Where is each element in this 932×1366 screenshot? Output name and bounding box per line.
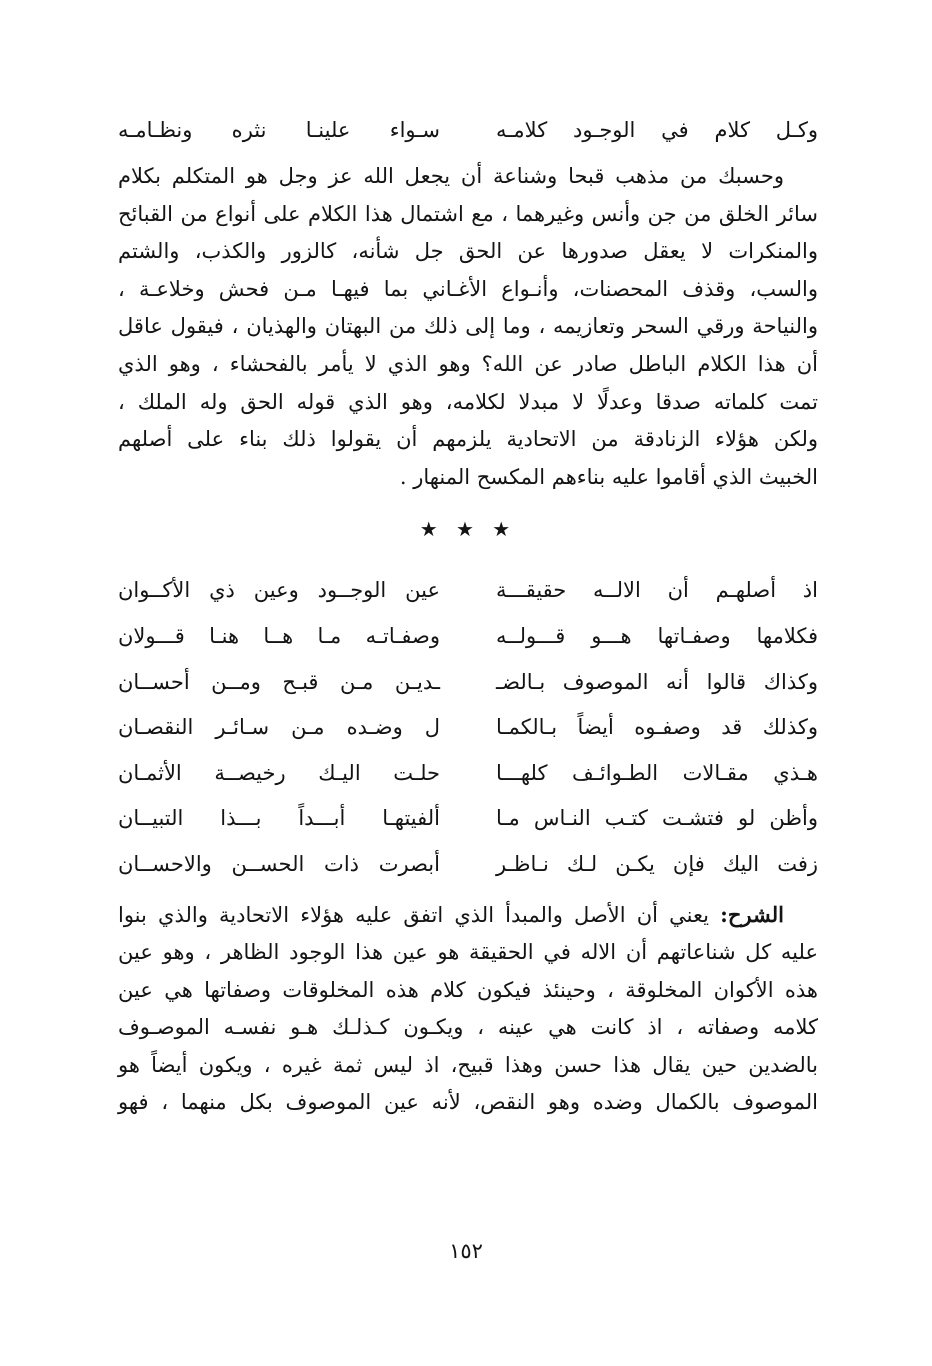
- verse-first-hemistich: وكذلك قد وصفـوه أيضاً بـالكمـا: [496, 715, 818, 740]
- verse-second-hemistich: عين الوجــود وعين ذي الأكــوان: [118, 578, 440, 603]
- verse-first-hemistich: اذ أصلهـم أن الالــه حقيقـــة: [496, 578, 818, 603]
- section-separator-stars: ★ ★ ★: [419, 517, 517, 542]
- verse-first-hemistich: وكـل كلام في الوجـود كلامـه: [496, 118, 818, 142]
- prose-line: والمنكرات لا يعقل صدورها عن الحق جل شأنه، كالزور والكذب، والشتم: [118, 239, 818, 264]
- verse-first-hemistich: وأظن لو فتشـت كتـب النـاس مـا: [496, 806, 818, 831]
- verse-second-hemistich: ل وضـده مـن سـائـر النقصـان: [118, 715, 440, 740]
- prose-line: ولكن هؤلاء الزنادقة من الاتحادية يلزمهم أن يقولوا ذلك بناء على أصلهم: [118, 427, 818, 452]
- verse-first-hemistich: وكذاك قالوا أنه الموصوف بـالضـ: [496, 669, 818, 694]
- verse-second-hemistich: ـديـن مـن قبـح ومــن أحســان: [118, 669, 440, 694]
- poem-verse: [118, 751, 818, 797]
- prose-line: وحسبك من مذهب قبحا وشناعة أن يجعل الله عز وجل هو المتكلم بكلام: [118, 164, 784, 188]
- poem-verse: [118, 660, 818, 706]
- book-page: [118, 108, 818, 1122]
- poem-verse: [118, 614, 818, 660]
- commentary-text: يعني أن الأصل والمبدأ الذي اتفق عليه هؤلاء الاتحادية والذي بنوا: [118, 902, 721, 927]
- verse-first-hemistich: فكلامها وصفـاتها هـــو قـــولــه: [496, 623, 818, 648]
- poem-verse: [118, 705, 818, 751]
- prose-line: تمت كلماته صدقا وعدلًا لا مبدلا لكلامه، وهو الذي قوله الحق وله الملك ،: [118, 389, 818, 414]
- poem-verse: [118, 842, 818, 888]
- prose-paragraph: [118, 158, 818, 496]
- prose-line: أن هذا الكلام الباطل صادر عن الله؟ وهو الذي لا يأمر بالفحشاء ، وهو الذي: [118, 351, 818, 376]
- commentary-label: الشرح:: [720, 901, 784, 927]
- commentary-first-line: [118, 896, 818, 935]
- verse-second-hemistich: سـواء علينـا نثره ونظـامـه: [118, 118, 440, 142]
- verse-second-hemistich: أبصرت ذات الحســن والاحســان: [118, 851, 440, 876]
- prose-line: والسب، وقذف المحصنات، وأنـواع الأغـاني بما فيهـا مـن فحش وخلاعـة ،: [118, 276, 818, 301]
- opening-verse: [118, 108, 818, 152]
- prose-line: الخبيث الذي أقاموا عليه بناءهم المكسح المنهار .: [399, 464, 818, 489]
- commentary-line: كلامه وصفاته ، اذ كانت هي عينه ، ويكـون كـذلـك هـو نفسـه الموصـوف: [118, 1015, 818, 1040]
- commentary-line: الموصوف بالكمال وضده وهو النقص، لأنه عين الموصوف بكل منهما ، فهو: [118, 1090, 818, 1115]
- poem-verse: [118, 796, 818, 842]
- commentary-line: عليه كل شناعاتهم أن الاله في الحقيقة هو عين هذا الوجود الظاهر ، وهو عين: [118, 940, 818, 965]
- page-number: ١٥٢: [449, 1239, 483, 1263]
- prose-line: سائر الخلق من جن وأنس وغيرهما ، مع اشتمال هذا الكلام على أنواع من القبائح: [118, 201, 818, 226]
- verse-first-hemistich: هـذي مقـالات الطـوائـف كلهـــا: [496, 760, 818, 785]
- verse-second-hemistich: ألفيتهـا أبـــداً بـــذا التبيــان: [118, 806, 440, 831]
- poem-verse: [118, 568, 818, 614]
- verse-first-hemistich: زفت اليك فإن يكـن لـك نـاظـر: [496, 851, 818, 876]
- commentary-paragraph: [118, 896, 818, 1123]
- poem: [118, 568, 818, 887]
- verse-second-hemistich: وصفـاتـه مـا هــا هنـا قـــولان: [118, 623, 440, 648]
- commentary-line: بالضدين حين يقال هذا حسن وهذا قبيح، اذ ليس ثمة غيره ، ويكون أيضاً هو: [118, 1052, 818, 1077]
- verse-second-hemistich: حلـت اليـك رخيصــة الأثمـان: [118, 760, 440, 785]
- commentary-line: هذه الأكوان المخلوقة ، وحينئذ فيكون كلام هذه المخلوقات وصفاتها هي عين: [118, 977, 818, 1002]
- prose-line: والنياحة ورقي السحر وتعازيمه ، وما إلى ذلك من البهتان والهذيان ، فيقول عاقل: [118, 314, 818, 339]
